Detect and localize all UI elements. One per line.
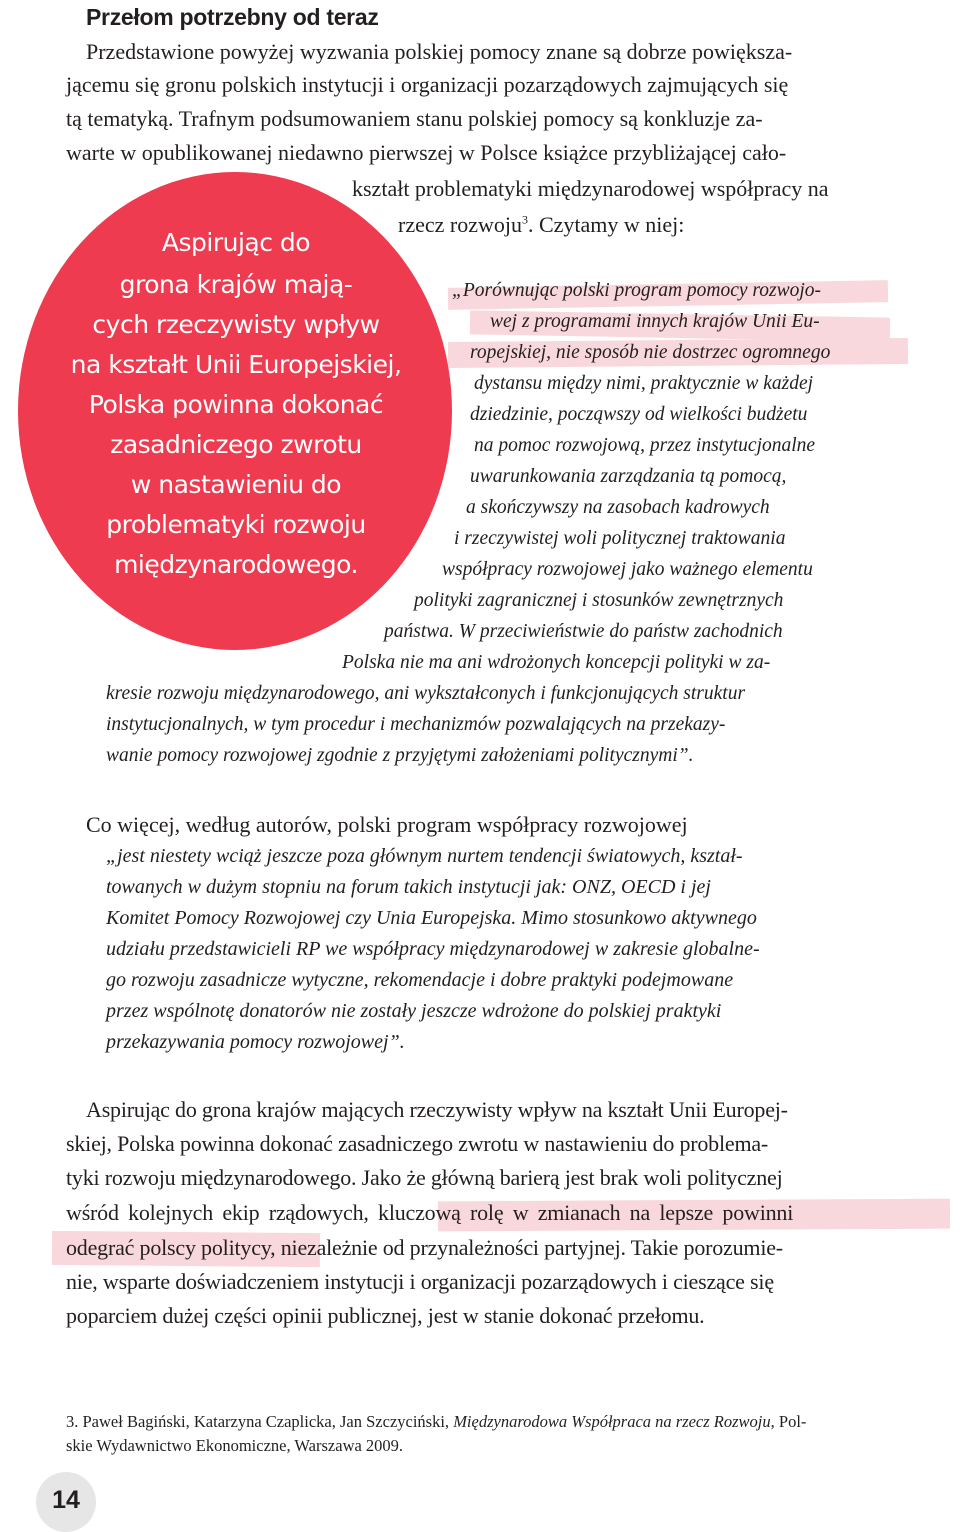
pull-quote-line: Polska powinna dokonać (88, 390, 384, 419)
section-heading: Przełom potrzebny od teraz (86, 4, 379, 30)
quote-line: przez wspólnotę donatorów nie zostały jeszcze wdrożone do polskiej praktyki (106, 1000, 722, 1022)
quote-line: państwa. W przeciwieństwie do państw zachodnich (384, 621, 783, 642)
quote-line: ropejskiej, nie sposób nie dostrzec ogromnego (470, 342, 831, 363)
pull-quote-line: cych rzeczywisty wpływ (92, 310, 380, 339)
pull-quote-line: międzynarodowego. (114, 550, 358, 579)
footnote-text: , Pol- (770, 1412, 807, 1431)
para3-line: Aspirując do grona krajów mających rzeczywisty wpływ na kształt Unii Europej- (86, 1097, 788, 1122)
page-number: 14 (52, 1486, 80, 1514)
para3-line: skiej, Polska powinna dokonać zasadniczego zwrotu w nastawieniu do problema- (66, 1131, 769, 1156)
footnote-title: Międzynarodowa Współpraca na rzecz Rozwoju (453, 1412, 771, 1431)
quote-line: dziedzinie, począwszy od wielkości budżetu (470, 404, 808, 425)
quote-line: towanych w dużym stopniu na forum takich instytucji jak: ONZ, OECD i jej (106, 876, 711, 898)
footnote-ref: 3 (521, 212, 528, 227)
pull-quote-line: zasadniczego zwrotu (110, 430, 362, 459)
para3-line: poparciem dużej części opinii publicznej, jest w stanie dokonać przełomu. (66, 1303, 705, 1328)
quote-line: kresie rozwoju międzynarodowego, ani wykształconych i funkcjonujących struktur (106, 683, 746, 704)
intro-line: Przedstawione powyżej wyzwania polskiej pomocy znane są dobrze powiększa- (86, 39, 793, 64)
quote-line: na pomoc rozwojową, przez instytucjonalne (474, 435, 816, 456)
para3-line: odegrać polscy politycy, niezależnie od przynależności partyjnej. Takie porozumie- (66, 1235, 783, 1260)
quote-line: „jest niestety wciąż jeszcze poza głównym nurtem tendencji światowych, kształ- (106, 845, 743, 867)
quote-line: przekazywania pomocy rozwojowej”. (106, 1031, 405, 1053)
intro-line: tą tematyką. Trafnym podsumowaniem stanu polskiej pomocy są konkluzje za- (66, 106, 763, 131)
pull-quote-line: na kształt Unii Europejskiej, (70, 350, 402, 379)
quote-line: dystansu między nimi, praktycznie w każdej (474, 373, 814, 394)
quote-line: polityki zagranicznej i stosunków zewnętrznych (414, 590, 784, 611)
footnote-text: 3. Paweł Bagiński, Katarzyna Czaplicka, Jan Szczyciński, (66, 1412, 454, 1431)
quote-line: wanie pomocy rozwojowej zgodnie z przyjętymi założeniami politycznymi”. (106, 745, 694, 766)
para3-line: wśród kolejnych ekip rządowych, kluczową rolę w zmianach na lepsze powinni (66, 1200, 794, 1225)
para3-line: tyki rozwoju międzynarodowego. Jako że główną barierą jest brak woli politycznej (66, 1165, 783, 1190)
quote-line: udziału przedstawicieli RP we współpracy międzynarodowej w zakresie globalne- (106, 938, 760, 960)
footnote (66, 1412, 806, 1432)
intro-text: . Czytamy w niej: (527, 212, 685, 237)
quote-line: instytucjonalnych, w tym procedur i mechanizmów pozwalających na przekazy- (106, 714, 726, 735)
footnote-line-2: skie Wydawnictwo Ekonomiczne, Warszawa 2009. (66, 1436, 404, 1455)
pull-quote-line: grona krajów mają- (119, 270, 353, 299)
para2-intro: Co więcej, według autorów, polski program współpracy rozwojowej (86, 812, 688, 837)
quote-line: uwarunkowania zarządzania tą pomocą, (470, 466, 787, 487)
quote-line: „Porównując polski program pomocy rozwojo- (452, 280, 822, 301)
intro-line: kształt problematyki międzynarodowej współpracy na (352, 176, 829, 201)
quote-line: współpracy rozwojowej jako ważnego elementu (442, 559, 813, 580)
intro-line: jącemu się gronu polskich instytucji i organizacji pozarządowych zajmujących się (66, 72, 789, 97)
pull-quote-circle (18, 172, 452, 650)
pull-quote-line: w nastawieniu do (130, 470, 342, 499)
pull-quote-line: Aspirując do (161, 228, 311, 257)
quote-line: i rzeczywistej woli politycznej traktowania (454, 528, 786, 549)
quote-line: Komitet Pomocy Rozwojowej czy Unia Europejska. Mimo stosunkowo aktywnego (106, 907, 757, 929)
quote-line: a skończywszy na zasobach kadrowych (466, 497, 770, 518)
intro-text: rzecz rozwoju (398, 212, 522, 237)
pull-quote-line: problematyki rozwoju (106, 510, 366, 539)
quote-line: wej z programami innych krajów Unii Eu- (490, 311, 820, 332)
quote-line: go rozwoju zasadnicze wytyczne, rekomendacje i dobre praktyki podejmowane (106, 969, 734, 991)
intro-line: warte w opublikowanej niedawno pierwszej w Polsce książce przybliżającej cało- (66, 140, 787, 165)
quote-line: Polska nie ma ani wdrożonych koncepcji polityki w za- (342, 652, 771, 673)
para3-line: nie, wsparte doświadczeniem instytucji i organizacji pozarządowych i cieszące się (66, 1269, 774, 1294)
